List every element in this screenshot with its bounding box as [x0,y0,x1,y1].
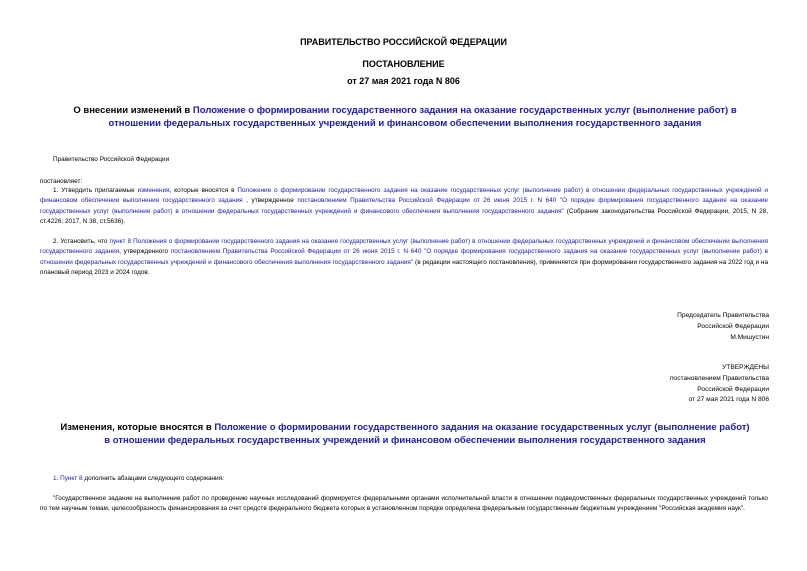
government-line: Правительство Российской Федерации [53,156,170,163]
changes-item-1-text: дополнить абзацами следующего содержания: [82,475,224,482]
changes-title-regulation-link[interactable]: Положение о формировании государственного задания на оказание государственных услуг (выполнение работ) в отношении федеральных государственных учреждений и финансовом обеспечении выполнения государственного задания [104,422,750,446]
document-title [60,105,750,130]
government-heading: ПРАВИТЕЛЬСТВО РОССИЙСКОЙ ФЕДЕРАЦИИ [300,37,507,47]
approved-block [670,363,769,406]
changes-quote-paragraph: "Государственное задание на выполнение работ по проведению научных исследований формируется федеральными органами исполнительной власти в отношении подведомственных федеральных государственных учреждений только по тем научным темам, целесообразность финансирования за счет средств федерального бюджета которых в установленном порядке определена федеральным государственным бюджетным учреждением "Российская академия наук". [40,495,768,513]
signature-block [677,311,769,343]
regulation-link[interactable]: Положение о формировании государственного задания на оказание государственных услуг (выполнение работ) в отношении федеральных государственных учреждений и финансовом обеспечении выполнения государственного задания [40,187,768,205]
decrees-line: постановляет: [40,178,83,185]
changes-item-1 [53,474,224,484]
signature-name: М.Мишустин [730,333,769,341]
title-prefix: О внесении изменений в [73,105,193,116]
item2-text-a: 2. Установить, что [53,238,110,245]
document-type-heading: ПОСТАНОВЛЕНИЕ [362,59,445,69]
paragraph-item-1 [40,186,768,228]
changes-title-prefix: Изменения, которые вносятся в [60,422,215,433]
point-8-item-link[interactable]: 1. Пункт 8 [53,475,83,482]
resolution-640-link[interactable]: постановлением Правительства Российской Федерации от 26 июня 2015 г. N 640 "О порядке формирования государственного задания на оказание государственных услуг (выполнение работ) в отношении федеральных государственных учреждений и финансового обеспечения выполнения государственного задания" [40,197,768,215]
approved-by: постановлением Правительства [669,374,769,382]
changes-link[interactable]: изменения [137,187,170,194]
item1-text-b: , которые вносятся в [169,187,238,194]
approved-label: УТВЕРЖДЕНЫ [722,364,769,371]
point-8-link[interactable]: пункт 8 Положения о формировании государственного задания на оказание государственных услуг (выполнение работ) в отношении федеральных государственных учреждений и финансовом обеспечении выполнения государственного задания [40,238,768,256]
approved-country: Российской Федерации [697,385,769,393]
item2-text-c: (в редакции настоящего постановления), применяется при формировании государственного задания на 2022 год и на плановый период 2023 и 2024 годов. [40,258,769,277]
item1-text-c: , утвержденное [242,197,298,205]
signature-country: Российской Федерации [697,322,769,330]
document-date-number: от 27 мая 2021 года N 806 [347,76,460,86]
approved-date: от 27 мая 2021 года N 806 [688,396,769,404]
title-regulation-link[interactable]: Положение о формировании государственного задания на оказание государственных услуг (выполнение работ) в отношении федеральных государственных учреждений и финансовом обеспечении выполнения государственного задания [108,105,737,129]
paragraph-item-2 [40,237,768,279]
signature-position: Председатель Правительства [677,312,769,319]
item1-text-d: (Собрание законодательства Российской Федерации, 2015, N 28, ст.4226; 2017, N 38, ст.5636). [40,207,768,226]
resolution-640-link-2[interactable]: постановлением Правительства Российской Федерации от 26 июня 2015 г. N 640 "О порядке формирования государственного задания на оказание государственных услуг (выполнение работ) в отношении федеральных государственных учреждений и финансового обеспечения выполнения государственного задания" [40,248,768,266]
item1-text-a: 1. Утвердить прилагаемые [53,187,138,194]
changes-title [60,422,750,447]
item2-text-b: , утвержденного [119,248,171,256]
